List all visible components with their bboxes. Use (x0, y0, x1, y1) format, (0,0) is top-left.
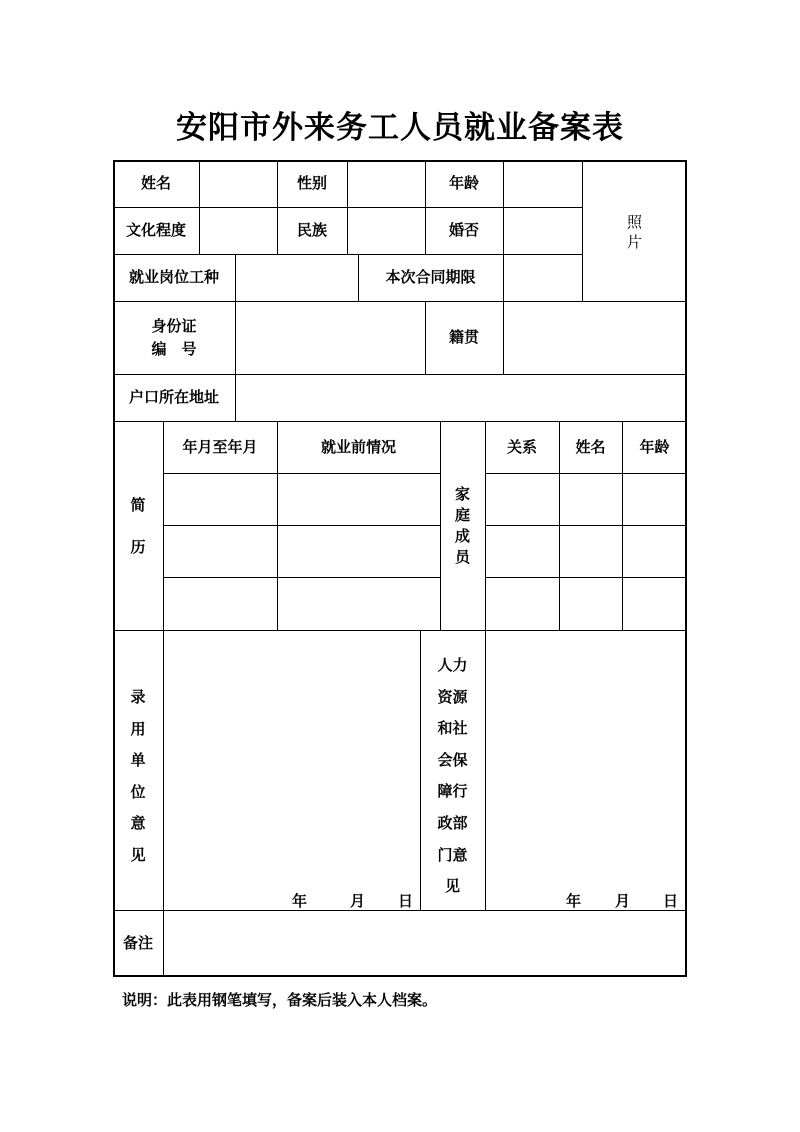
id-label-line: 编 号 (151, 339, 197, 358)
row-divider (113, 630, 687, 631)
remarks-label: 备注 (122, 934, 153, 952)
hr-label-line: 障行 (437, 782, 468, 801)
page-title: 安阳市外来务工人员就业备案表 (176, 110, 624, 146)
hr-label-line: 人力 (437, 656, 468, 674)
ethnicity-label: 民族 (296, 221, 327, 239)
footnote: 说明：此表用钢笔填写，备案后装入本人档案。 (122, 991, 438, 1009)
name-label: 姓名 (140, 174, 171, 192)
hr-label-line: 会保 (437, 750, 468, 769)
id-number-label (113, 301, 235, 374)
row-divider (163, 525, 440, 526)
date-day: 日 (398, 892, 414, 910)
row-divider (163, 577, 440, 578)
employer-label-char: 意 (130, 814, 146, 833)
family-members-label (440, 421, 485, 630)
hr-label-line: 政部 (437, 813, 468, 832)
col-divider (485, 421, 486, 910)
family-label-char: 员 (454, 547, 470, 566)
photo-label: 片 (626, 233, 642, 251)
family-label-char: 成 (454, 526, 470, 545)
education-label: 文化程度 (125, 221, 186, 239)
hr-label-line: 见 (444, 877, 460, 896)
resume-work-header: 就业前情况 (320, 437, 396, 456)
family-relation-header: 关系 (506, 437, 537, 456)
employer-label-char: 用 (130, 719, 146, 738)
date-year: 年 (292, 892, 308, 910)
hr-label-line: 和社 (437, 719, 468, 738)
resume-label-char: 简 (130, 495, 146, 514)
employer-label-char: 见 (130, 845, 146, 864)
contract-term-label: 本次合同期限 (385, 268, 476, 286)
photo-label: 照 (626, 213, 642, 231)
employer-date (163, 890, 420, 910)
hr-label-line: 资源 (437, 687, 468, 706)
employer-opinion-label (113, 630, 163, 910)
date-year: 年 (566, 892, 582, 910)
age-label: 年龄 (448, 174, 479, 192)
hr-dept-opinion-label (420, 630, 485, 910)
id-label-line: 身份证 (151, 316, 197, 335)
employer-label-char: 单 (130, 751, 146, 770)
col-divider (199, 160, 200, 254)
row-divider (163, 473, 440, 474)
date-month: 月 (615, 892, 631, 910)
col-divider (235, 254, 236, 421)
row-divider (485, 577, 687, 578)
family-label-char: 庭 (454, 505, 470, 524)
resume-label (113, 421, 163, 630)
family-name-header: 姓名 (575, 437, 606, 456)
col-divider (503, 160, 504, 301)
gender-label: 性别 (296, 174, 327, 192)
resume-period-header: 年月至年月 (182, 437, 258, 456)
date-month: 月 (350, 892, 366, 910)
employer-label-char: 位 (130, 782, 146, 801)
family-age-header: 年龄 (639, 437, 670, 456)
col-divider (503, 301, 504, 374)
hr-dept-date (485, 890, 687, 910)
col-divider (347, 160, 348, 254)
row-divider (485, 473, 687, 474)
employer-label-char: 录 (130, 688, 146, 706)
job-type-label: 就业岗位工种 (128, 268, 219, 286)
hr-label-line: 门意 (437, 845, 468, 864)
photo-placeholder (582, 160, 687, 301)
row-divider (485, 525, 687, 526)
date-day: 日 (663, 892, 679, 910)
family-label-char: 家 (454, 484, 470, 503)
marital-status-label: 婚否 (448, 221, 479, 239)
resume-label-char: 历 (130, 537, 146, 556)
household-address-label: 户口所在地址 (128, 388, 219, 406)
native-place-label: 籍贯 (448, 328, 479, 346)
